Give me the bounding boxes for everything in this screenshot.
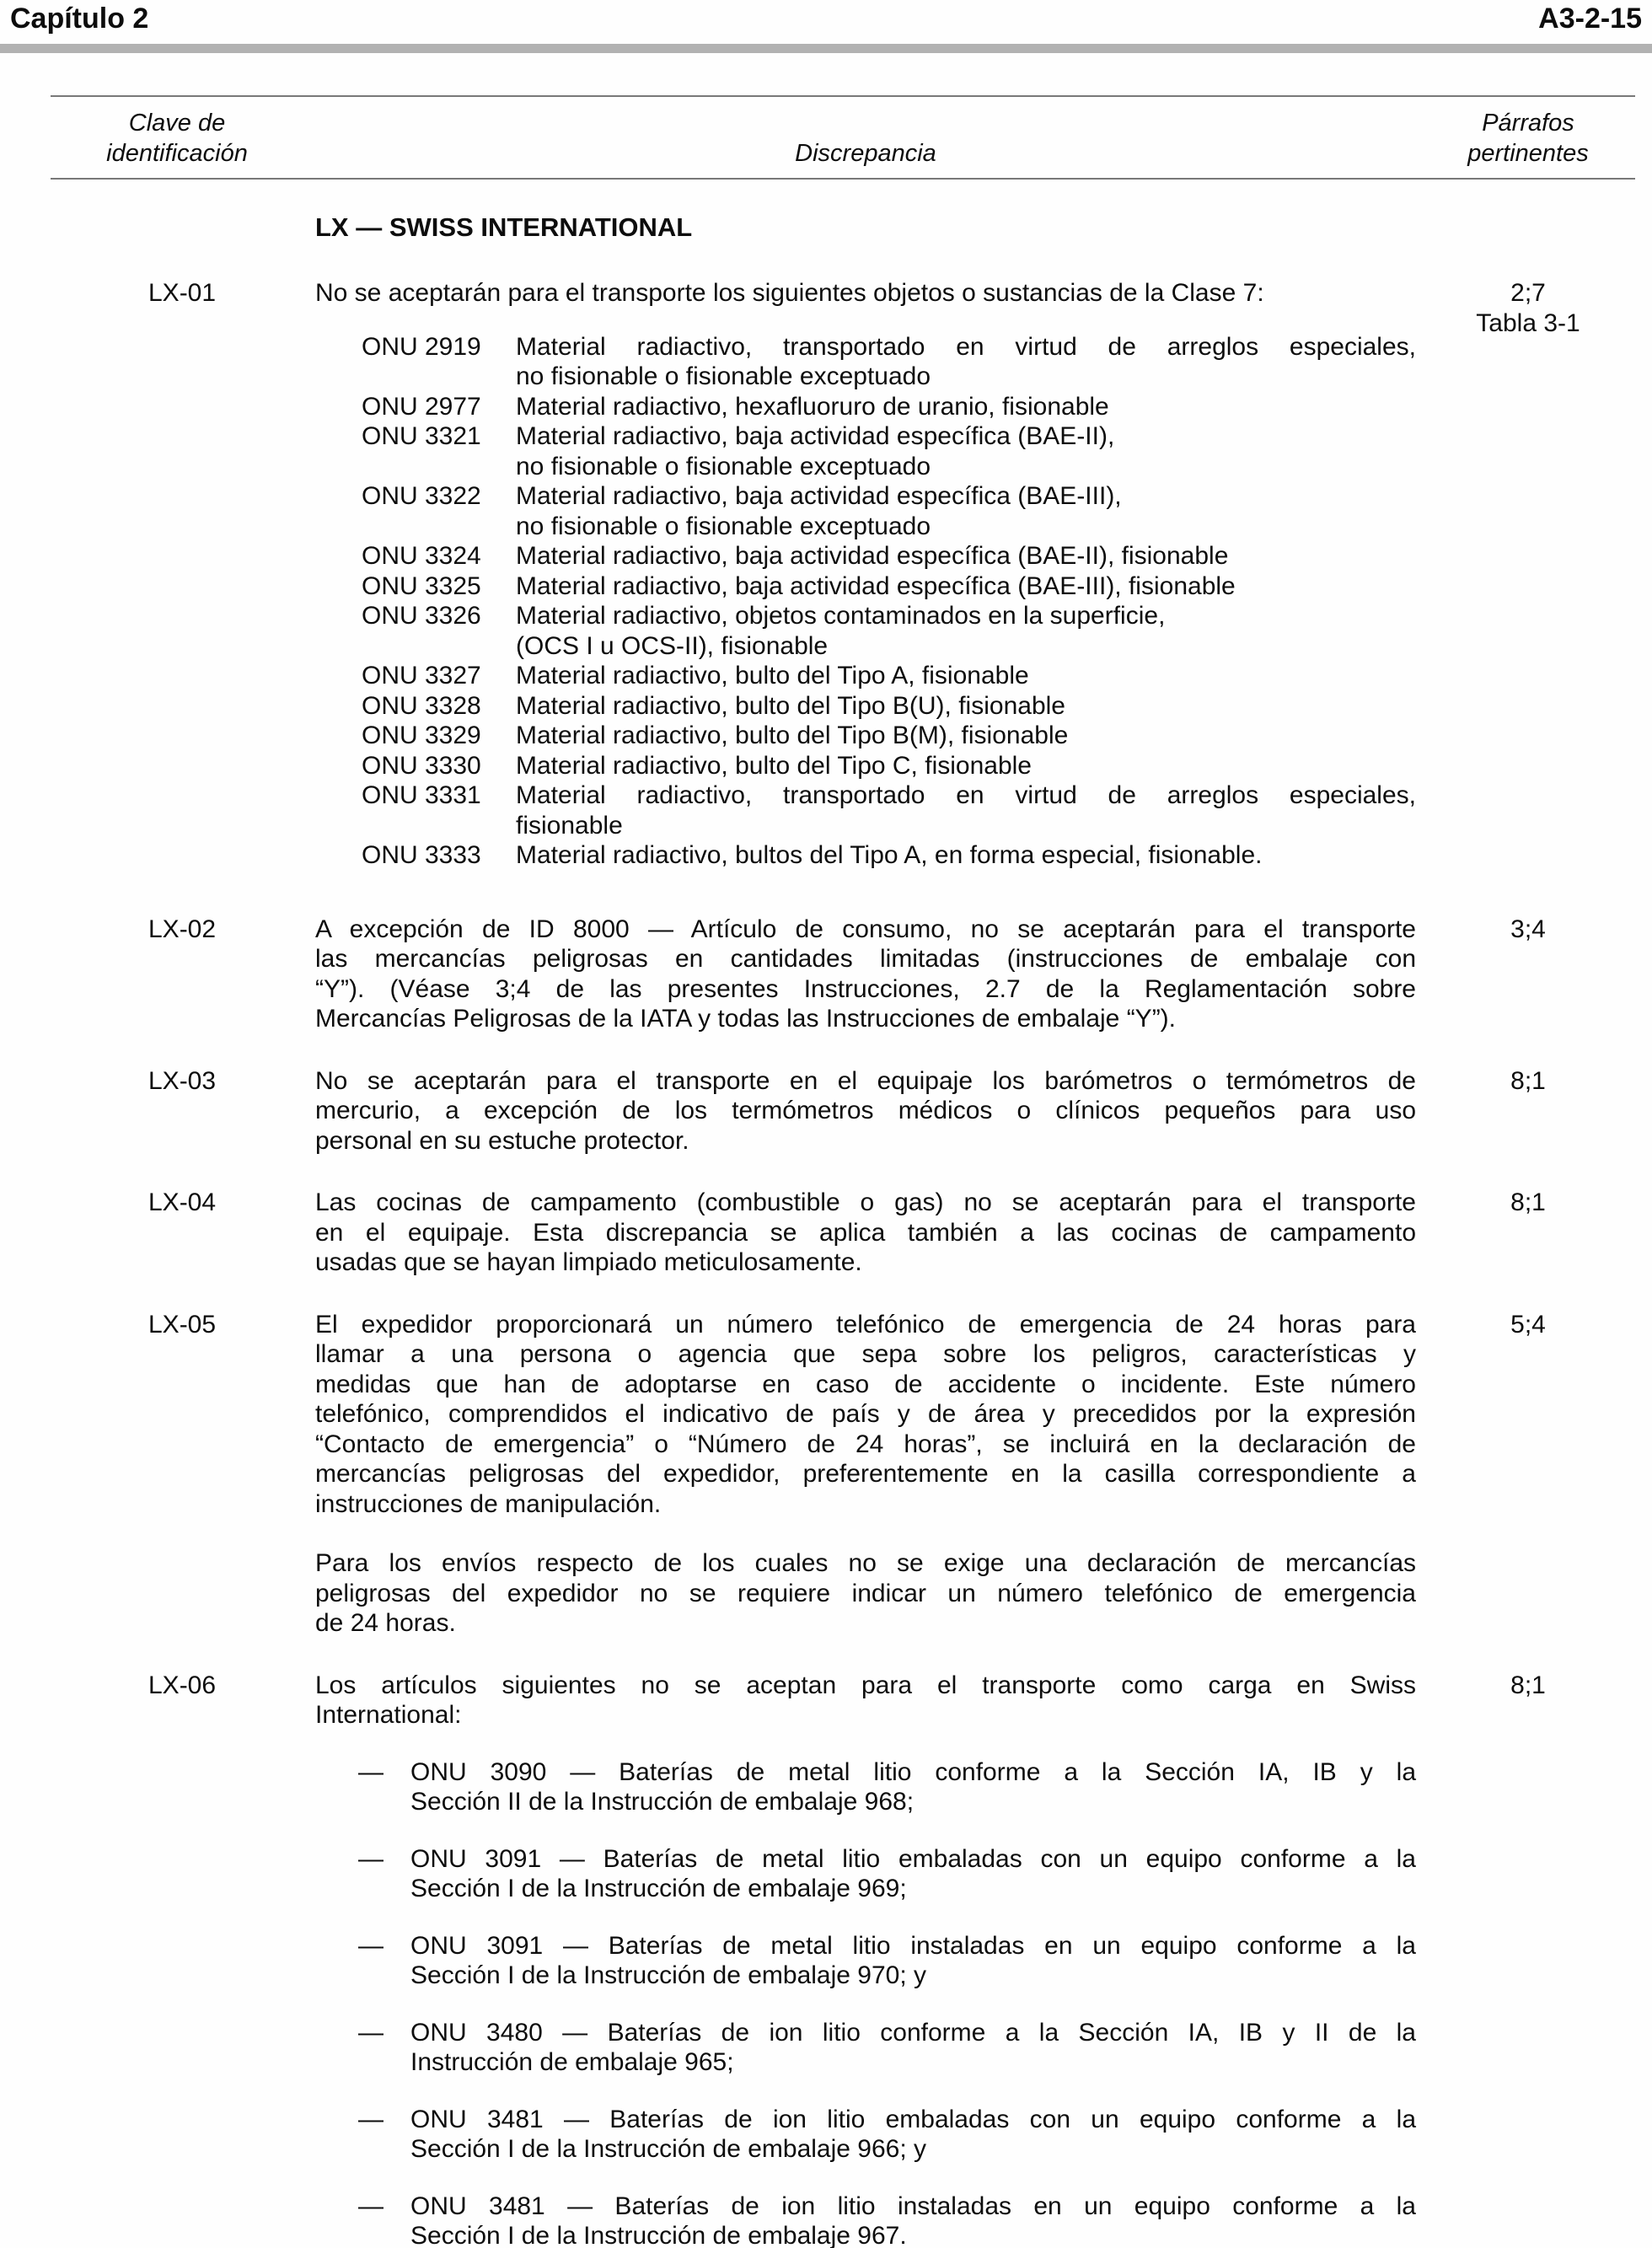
text-line: No se aceptarán para el transporte en el equipaje los barómetros o termómetros de	[315, 1066, 1416, 1095]
un-number: ONU 3324	[362, 542, 481, 570]
text-line: no fisionable o fisionable exceptuado	[516, 512, 931, 540]
text-line: “Y”). (Véase 3;4 de las presentes Instrucciones, 2.7 de la Reglamentación sobre	[315, 974, 1416, 1003]
un-number: ONU 3321	[362, 422, 481, 450]
text-line: ONU 3091 — Baterías de metal litio embaladas con un equipo conforme a la	[410, 1844, 1416, 1873]
text-line: Material radiactivo, transportado en virtud de arreglos especiales,	[516, 332, 1416, 361]
column-header-line: identificación	[106, 140, 248, 167]
column-header-paragraphs	[1433, 108, 1623, 169]
discrepancy-code: LX-01	[148, 279, 217, 307]
discrepancy-text	[315, 278, 1416, 871]
text-line: International:	[315, 1701, 462, 1729]
text-line: no fisionable o fisionable exceptuado	[516, 452, 931, 480]
column-header-line: Clave de	[128, 110, 226, 137]
text-line: Material radiactivo, baja actividad específica (BAE-III), fisionable	[516, 571, 1236, 600]
list-item	[315, 392, 1416, 422]
text-line: Instrucción de embalaje 965;	[410, 2048, 734, 2076]
text-line: No se aceptarán para el transporte los siguientes objetos o sustancias de la Clase 7:	[315, 279, 1264, 307]
table-row	[0, 1671, 1652, 2248]
text-line: Sección II de la Instrucción de embalaje 968;	[410, 1788, 914, 1816]
un-number: ONU 3333	[362, 841, 481, 869]
text-line: telefónico, comprendidos el indicativo de país y de área y precedidos por la expresión	[315, 1400, 1416, 1428]
bullet-item	[315, 1931, 1416, 1991]
list-item	[315, 721, 1416, 751]
text-line: Material radiactivo, baja actividad específica (BAE-III),	[516, 482, 1122, 510]
text-line: no fisionable o fisionable exceptuado	[516, 362, 931, 390]
un-number: ONU 3328	[362, 691, 481, 720]
dash-bullet-marker: —	[358, 2192, 384, 2220]
list-item	[315, 571, 1416, 602]
list-item	[315, 661, 1416, 691]
list-item	[315, 691, 1416, 722]
paragraph	[315, 1548, 1416, 1639]
text-line: El expedidor proporcionará un número telefónico de emergencia de 24 horas para	[315, 1310, 1416, 1339]
un-number: ONU 3327	[362, 662, 481, 689]
table-row	[0, 1310, 1652, 1639]
airline-section-title: LX — SWISS INTERNATIONAL	[315, 212, 693, 242]
list-item	[315, 541, 1416, 571]
text-line: Los artículos siguientes no se aceptan para el transporte como carga en Swiss	[315, 1671, 1416, 1699]
column-header-line: Párrafos	[1482, 110, 1574, 137]
text-line: fisionable	[516, 811, 623, 840]
bullet-item	[315, 1757, 1416, 1817]
text-line: Sección I de la Instrucción de embalaje 967.	[410, 2222, 907, 2248]
dash-bullet-marker: —	[358, 2105, 384, 2133]
text-line: en el equipaje. Esta discrepancia se aplica también a las cocinas de campamento	[315, 1218, 1416, 1247]
table-row	[0, 1188, 1652, 1278]
un-number: ONU 3329	[362, 722, 481, 749]
bullet-item	[315, 2192, 1416, 2248]
text-line: de 24 horas.	[315, 1609, 456, 1637]
text-line: Para los envíos respecto de los cuales no se exige una declaración de mercancías	[315, 1549, 1416, 1577]
discrepancy-text	[315, 1188, 1416, 1278]
table-top-rule	[51, 95, 1635, 97]
text-line: Material radiactivo, hexafluoruro de uranio, fisionable	[516, 392, 1109, 421]
text-line: ONU 3480 — Baterías de ion litio conforme a la Sección IA, IB y II de la	[410, 2018, 1416, 2047]
pertinent-paragraphs: 3;4	[1510, 915, 1546, 943]
un-number: ONU 3325	[362, 571, 481, 600]
text-line: Material radiactivo, bulto del Tipo C, fisionable	[516, 751, 1032, 780]
discrepancy-code: LX-06	[148, 1671, 217, 1699]
list-item	[315, 481, 1416, 541]
dash-bullet-marker: —	[358, 1844, 384, 1873]
table-header-rule	[51, 178, 1635, 180]
text-line: Las cocinas de campamento (combustible o gas) no se aceptarán para el transporte	[315, 1188, 1416, 1216]
text-line: Material radiactivo, bulto del Tipo A, fisionable	[516, 662, 1029, 689]
discrepancy-text	[315, 915, 1416, 1034]
text-line: Material radiactivo, bulto del Tipo B(U), fisionable	[516, 691, 1065, 720]
table-row	[0, 915, 1652, 1034]
list-item	[315, 601, 1416, 661]
text-line: llamar a una persona o agencia que sepa sobre los peligros, características y	[315, 1340, 1416, 1368]
text-line: las mercancías peligrosas en cantidades limitadas (instrucciones de embalaje con	[315, 945, 1416, 973]
reference-value: 2;7	[1510, 279, 1546, 307]
text-line: Material radiactivo, bulto del Tipo B(M), fisionable	[516, 722, 1069, 749]
text-line: instrucciones de manipulación.	[315, 1489, 662, 1518]
text-line: Material radiactivo, baja actividad específica (BAE-II), fisionable	[516, 542, 1229, 570]
discrepancy-text	[315, 1310, 1416, 1639]
text-line: Material radiactivo, objetos contaminados en la superficie,	[516, 602, 1166, 630]
discrepancy-code: LX-03	[148, 1066, 217, 1095]
text-line: medidas que han de adoptarse en caso de accidente o incidente. Este número	[315, 1370, 1416, 1398]
un-number-list	[315, 332, 1416, 871]
list-item	[315, 751, 1416, 781]
bullet-item	[315, 2018, 1416, 2078]
pertinent-paragraphs	[1433, 278, 1623, 338]
pertinent-paragraphs: 8;1	[1510, 1066, 1546, 1095]
text-line: Sección I de la Instrucción de embalaje 970; y	[410, 1961, 927, 1989]
text-line: (OCS I u OCS-II), fisionable	[516, 631, 829, 660]
text-line: personal en su estuche protector.	[315, 1126, 689, 1155]
list-item	[315, 781, 1416, 840]
discrepancy-text	[315, 1671, 1416, 2248]
list-item	[315, 332, 1416, 392]
running-header-chapter: Capítulo 2	[10, 3, 149, 35]
un-number: ONU 3330	[362, 751, 481, 780]
text-line: Material radiactivo, transportado en virtud de arreglos especiales,	[516, 781, 1416, 809]
running-header-page-number: A3-2-15	[1538, 3, 1642, 35]
dash-bullet-marker: —	[358, 1757, 384, 1786]
bullet-item	[315, 1844, 1416, 1904]
list-item	[315, 840, 1416, 871]
text-line: mercurio, a excepción de los termómetros médicos o clínicos pequeños para uso	[315, 1097, 1416, 1124]
text-line: ONU 3090 — Baterías de metal litio conforme a la Sección IA, IB y la	[410, 1757, 1416, 1786]
column-header-identification	[51, 108, 303, 169]
text-line: ONU 3091 — Baterías de metal litio instaladas en un equipo conforme a la	[410, 1931, 1416, 1960]
text-line: Material radiactivo, baja actividad específica (BAE-II),	[516, 422, 1115, 450]
list-item	[315, 421, 1416, 481]
discrepancy-code: LX-04	[148, 1188, 217, 1216]
pertinent-paragraphs: 5;4	[1510, 1310, 1546, 1339]
text-line: Material radiactivo, bultos del Tipo A, en forma especial, fisionable.	[516, 841, 1263, 869]
text-line: ONU 3481 — Baterías de ion litio embaladas con un equipo conforme a la	[410, 2105, 1416, 2133]
table-row	[0, 1066, 1652, 1156]
discrepancy-text	[315, 1066, 1416, 1156]
un-number: ONU 3331	[362, 781, 481, 809]
text-line: usadas que se hayan limpiado meticulosamente.	[315, 1248, 862, 1276]
text-line: peligrosas del expedidor no se requiere indicar un número telefónico de emergencia	[315, 1579, 1416, 1607]
header-gray-bar	[0, 44, 1652, 53]
text-line: Sección I de la Instrucción de embalaje 966; y	[410, 2135, 927, 2163]
un-number: ONU 3326	[362, 602, 481, 630]
un-number: ONU 2977	[362, 392, 481, 421]
discrepancy-code: LX-05	[148, 1310, 217, 1339]
text-line: A excepción de ID 8000 — Artículo de consumo, no se aceptarán para el transporte	[315, 915, 1416, 943]
dash-bullet-marker: —	[358, 1931, 384, 1960]
reference-value: Tabla 3-1	[1476, 308, 1580, 337]
un-number: ONU 2919	[362, 332, 481, 361]
text-line: Sección I de la Instrucción de embalaje 969;	[410, 1875, 907, 1902]
column-header-line: pertinentes	[1467, 140, 1589, 167]
discrepancy-code: LX-02	[148, 915, 217, 943]
pertinent-paragraphs: 8;1	[1510, 1188, 1546, 1216]
bullet-item	[315, 2105, 1416, 2165]
text-line: “Contacto de emergencia” o “Número de 24 horas”, se incluirá en la declaración de	[315, 1430, 1416, 1458]
un-number: ONU 3322	[362, 482, 481, 510]
pertinent-paragraphs: 8;1	[1510, 1671, 1546, 1699]
text-line: Mercancías Peligrosas de la IATA y todas las Instrucciones de embalaje “Y”).	[315, 1005, 1177, 1033]
text-line: ONU 3481 — Baterías de ion litio instaladas en un equipo conforme a la	[410, 2192, 1416, 2220]
text-line: mercancías peligrosas del expedidor, preferentemente en la casilla correspondiente a	[315, 1460, 1416, 1488]
dash-bullet-marker: —	[358, 2018, 384, 2047]
discrepancy-rows	[0, 278, 1652, 2248]
column-header-discrepancy: Discrepancia	[795, 140, 936, 167]
table-row	[0, 278, 1652, 871]
